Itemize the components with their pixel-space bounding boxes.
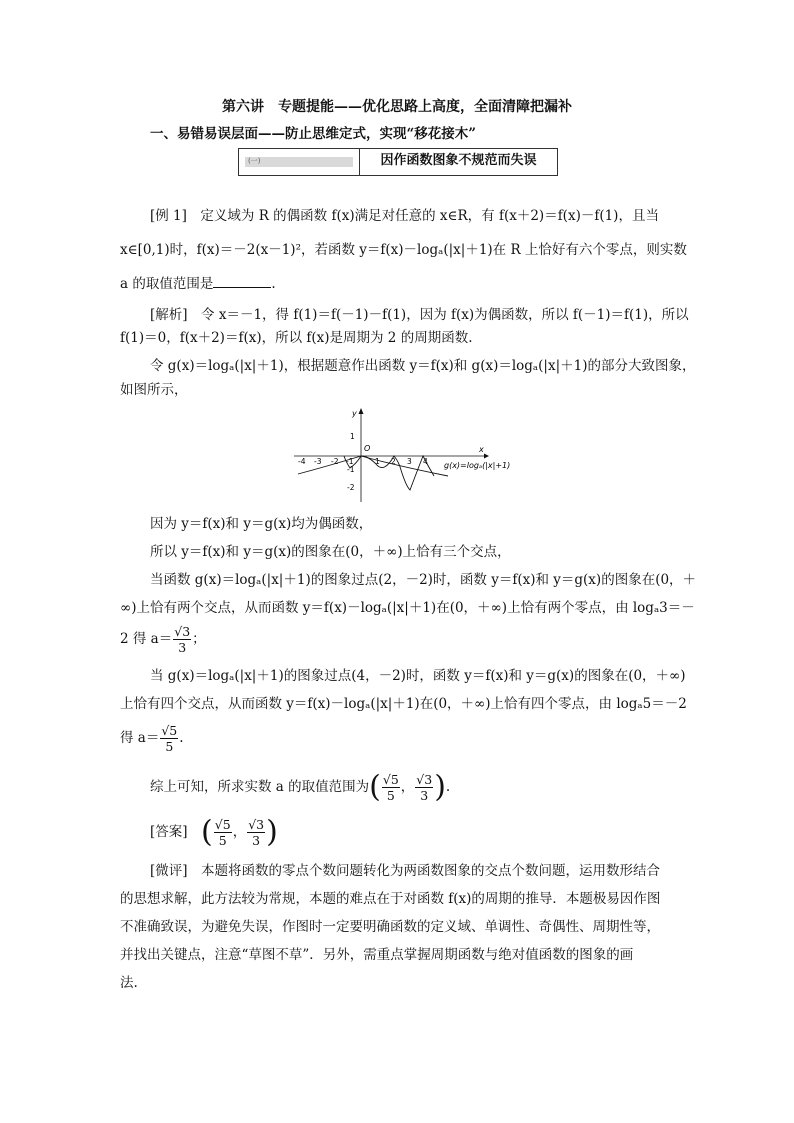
body-p2: 所以 y＝f(x)和 y＝g(x)的图象在(0，＋∞)上恰有三个交点， bbox=[150, 544, 511, 560]
body-p5-end: . bbox=[445, 779, 451, 795]
topic-tag bbox=[238, 148, 558, 176]
fraction-num: √3 bbox=[248, 817, 265, 832]
answer-blank bbox=[213, 275, 271, 288]
topic-tag-left bbox=[239, 149, 360, 175]
comma: ， bbox=[232, 824, 247, 840]
x-tick-neg3: -3 bbox=[314, 457, 322, 466]
fraction-sqrt3-over-3 bbox=[247, 817, 265, 848]
comment-line-5: 法. bbox=[120, 975, 138, 991]
close-paren: ) bbox=[266, 814, 278, 850]
comment-line-2: 的思想求解，此方法较为常规，本题的难点在于对函数 f(x)的周期的推导．本题极易因作图 bbox=[120, 891, 661, 907]
analysis-line-2: f(1)＝0，f(x＋2)＝f(x)，所以 f(x)是周期为 2 的周期函数. bbox=[120, 330, 473, 346]
x-tick-3: 3 bbox=[407, 457, 412, 466]
y-tick-1: 1 bbox=[350, 432, 355, 441]
fraction-den: 3 bbox=[252, 833, 261, 848]
open-paren: ( bbox=[201, 814, 213, 850]
x-axis-label: x bbox=[479, 445, 484, 454]
page-title: 第六讲 专题提能——优化思路上高度，全面清障把漏补 bbox=[222, 99, 572, 115]
y-tick-neg1: -1 bbox=[347, 465, 355, 474]
body-p5 bbox=[150, 769, 451, 805]
y-axis-label: y bbox=[352, 409, 357, 418]
fraction-sqrt3-over-3 bbox=[415, 772, 433, 803]
comment-label: [微评] bbox=[150, 863, 188, 879]
example-text-3: a 的取值范围是 bbox=[120, 276, 214, 292]
analysis-label: [解析] bbox=[150, 307, 188, 323]
answer-line bbox=[150, 814, 278, 850]
body-p4-line1: 当 g(x)＝logₐ(|x|＋1)的图象过点(4，－2)时，函数 y＝f(x)和 y＝g(x)的图象在(0，＋∞) bbox=[150, 668, 686, 684]
body-p3-line3 bbox=[120, 624, 206, 655]
fraction-num: √3 bbox=[416, 772, 433, 787]
x-tick-1: 1 bbox=[375, 457, 380, 466]
x-tick-neg2: -2 bbox=[331, 457, 339, 466]
fraction-sqrt5-over-5 bbox=[382, 772, 400, 803]
body-p5-text: 综上可知，所求实数 a 的取值范围为 bbox=[150, 779, 370, 795]
comment-text-1: 本题将函数的零点个数问题转化为两函数图象的交点个数问题，运用数形结合 bbox=[201, 863, 661, 879]
origin-label: O bbox=[364, 444, 371, 453]
fraction-num: √5 bbox=[214, 817, 231, 832]
body-p4-end: . bbox=[179, 730, 184, 746]
x-tick-neg1: -1 bbox=[346, 457, 354, 466]
x-tick-neg4: -4 bbox=[298, 457, 306, 466]
example-line-2: x∈[0,1)时，f(x)＝－2(x－1)²，若函数 y＝f(x)－logₐ(|x|＋1)在 R 上恰好有六个零点，则实数 bbox=[120, 242, 687, 258]
x-tick-4: 4 bbox=[423, 457, 428, 466]
fraction-den: 5 bbox=[165, 739, 174, 754]
fraction-sqrt3-over-3 bbox=[173, 624, 191, 655]
fraction-den: 5 bbox=[218, 833, 227, 848]
y-axis-arrow-icon bbox=[359, 408, 364, 414]
example-text-1: 定义域为 R 的偶函数 f(x)满足对任意的 x∈R，有 f(x＋2)＝f(x)－f(1)，且当 bbox=[200, 208, 659, 224]
section-heading: 一、易错易误层面——防止思维定式，实现“移花接木” bbox=[150, 126, 477, 142]
function-graph bbox=[288, 404, 548, 504]
analysis-text-1: 令 x＝－1，得 f(1)＝f(－1)－f(1)，因为 f(x)为偶函数，所以 f(－1)＝f(1)，所以 bbox=[201, 307, 689, 323]
example-label: [例 1] bbox=[150, 208, 187, 224]
comment-line-3: 不准确致误，为避免失误，作图时一定要明确函数的定义域、单调性、奇偶性、周期性等， bbox=[120, 919, 660, 935]
x-axis-arrow-icon bbox=[484, 454, 489, 459]
body-p3-end: ； bbox=[192, 631, 206, 647]
body-p1: 因为 y＝f(x)和 y＝g(x)均为偶函数， bbox=[150, 516, 373, 532]
fraction-den: 3 bbox=[420, 788, 429, 803]
answer-label: [答案] bbox=[150, 824, 188, 840]
topic-tag-bar bbox=[245, 157, 353, 167]
body-p4-line2: 上恰有四个交点，从而函数 y＝f(x)－logₐ(|x|＋1)在(0，＋∞)上恰有四个零点，由 logₐ5＝－2 bbox=[120, 696, 687, 712]
g-curve-label: g(x)=logₐ(|x|+1) bbox=[444, 461, 511, 470]
close-paren: ) bbox=[434, 769, 446, 805]
body-p4-prefix: 得 a＝ bbox=[120, 730, 160, 746]
open-paren: ( bbox=[369, 769, 381, 805]
analysis-line-4: 如图所示， bbox=[120, 382, 188, 398]
example-line-1 bbox=[150, 207, 659, 225]
fraction-sqrt5-over-5 bbox=[160, 723, 178, 754]
comment-line-4: 并找出关键点，注意“草图不草”．另外，需重点掌握周期函数与绝对值函数的图象的画 bbox=[120, 947, 634, 963]
analysis-line-1 bbox=[150, 306, 689, 324]
fraction-num: √5 bbox=[382, 772, 399, 787]
analysis-line-3: 令 g(x)＝logₐ(|x|＋1)，根据题意作出函数 y＝f(x)和 g(x)＝logₐ(|x|＋1)的部分大致图象， bbox=[150, 358, 696, 374]
comma: ， bbox=[400, 779, 415, 795]
fraction-sqrt5-over-5 bbox=[214, 817, 232, 848]
body-p3-line1: 当函数 g(x)＝logₐ(|x|＋1)的图象过点(2，－2)时，函数 y＝f(x)和 y＝g(x)的图象在(0，＋ bbox=[150, 572, 697, 588]
fraction-den: 5 bbox=[386, 788, 395, 803]
body-p3-line2: ∞)上恰有两个交点，从而函数 y＝f(x)－logₐ(|x|＋1)在(0，＋∞)上恰有两个零点，由 logₐ3＝－ bbox=[120, 600, 695, 616]
body-p4-line3 bbox=[120, 723, 184, 754]
topic-tag-index: (一) bbox=[248, 157, 261, 165]
x-tick-2: 2 bbox=[391, 457, 396, 466]
example-end: . bbox=[271, 276, 276, 292]
fraction-num: √5 bbox=[161, 723, 178, 738]
fraction-den: 3 bbox=[178, 640, 187, 655]
comment-line-1 bbox=[150, 862, 660, 880]
body-p3-prefix: 2 得 a＝ bbox=[120, 631, 173, 647]
topic-tag-title: 因作函数图象不规范而失误 bbox=[380, 153, 537, 168]
y-tick-neg2: -2 bbox=[347, 483, 355, 492]
example-line-3 bbox=[120, 275, 276, 293]
fraction-num: √3 bbox=[174, 624, 191, 639]
